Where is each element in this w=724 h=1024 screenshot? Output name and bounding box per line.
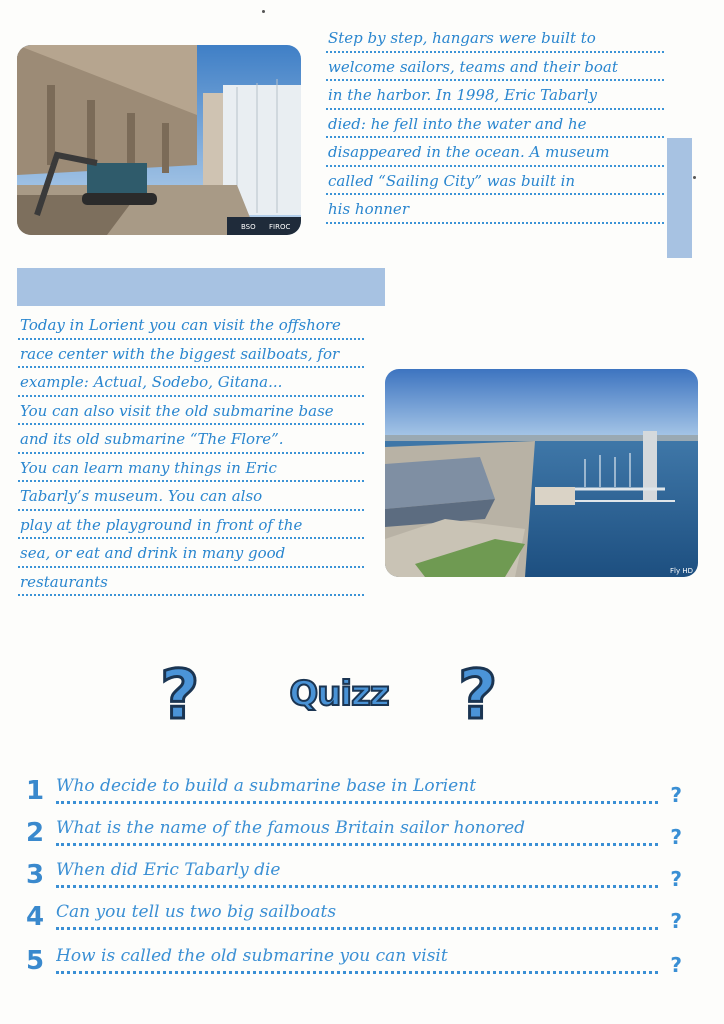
question-text: Who decide to build a submarine base in Lorient [56, 771, 658, 804]
question-number: 4 [26, 902, 45, 932]
quiz-question [26, 854, 686, 891]
photo-lorient-harbor-aerial [385, 369, 698, 577]
paragraph-line: play at the playground in front of the [18, 511, 364, 540]
paragraph-line: example: Actual, Sodebo, Gitana... [18, 368, 364, 397]
paragraph-line: his honner [326, 195, 664, 224]
photo-submarine-base-construction [17, 45, 301, 235]
quiz-question [26, 812, 686, 849]
photo-credit-fly-hd: Fly HD [670, 567, 693, 575]
paragraph-line: restaurants [18, 568, 364, 597]
paragraph-line: and its old submarine “The Flore”. [18, 425, 364, 454]
quiz-question [26, 940, 686, 977]
question-mark-icon: ? [670, 825, 682, 849]
paragraph-line: Today in Lorient you can visit the offshore [18, 311, 364, 340]
decorative-band-horizontal [17, 268, 385, 306]
paragraph-history [326, 24, 664, 224]
paragraph-line: disappeared in the ocean. A museum [326, 138, 664, 167]
question-text: What is the name of the famous Britain sailor honored [56, 813, 658, 846]
question-mark-left-icon: ? [160, 656, 200, 735]
quiz-question [26, 770, 686, 807]
scan-speck [262, 10, 265, 13]
question-mark-icon: ? [670, 953, 682, 977]
paragraph-line: in the harbor. In 1998, Eric Tabarly [326, 81, 664, 110]
question-number: 1 [26, 776, 45, 806]
paragraph-today-in-lorient [18, 311, 364, 596]
question-mark-icon: ? [670, 783, 682, 807]
paragraph-line: welcome sailors, teams and their boat [326, 53, 664, 82]
question-mark-right-icon: ? [458, 656, 498, 735]
quiz-title: Quizz [289, 674, 389, 714]
paragraph-line: You can learn many things in Eric [18, 454, 364, 483]
paragraph-line: called “Sailing City” was built in [326, 167, 664, 196]
question-mark-icon: ? [670, 909, 682, 933]
decorative-band-vertical [667, 138, 692, 258]
scan-speck [693, 176, 696, 179]
paragraph-line: race center with the biggest sailboats, for [18, 340, 364, 369]
question-text: Can you tell us two big sailboats [56, 897, 658, 930]
question-text: How is called the old submarine you can visit [56, 941, 658, 974]
paragraph-line: Step by step, hangars were built to [326, 24, 664, 53]
question-number: 2 [26, 818, 45, 848]
question-text: When did Eric Tabarly die [56, 855, 658, 888]
paragraph-line: sea, or eat and drink in many good [18, 539, 364, 568]
question-mark-icon: ? [670, 867, 682, 891]
paragraph-line: died: he fell into the water and he [326, 110, 664, 139]
question-number: 3 [26, 860, 45, 890]
photo-credit-bso: BSO [241, 223, 256, 231]
photo-credit-firoc: FIROC [269, 223, 291, 231]
paragraph-line: You can also visit the old submarine base [18, 397, 364, 426]
paragraph-line: Tabarly’s museum. You can also [18, 482, 364, 511]
question-number: 5 [26, 946, 45, 976]
quiz-question [26, 896, 686, 933]
